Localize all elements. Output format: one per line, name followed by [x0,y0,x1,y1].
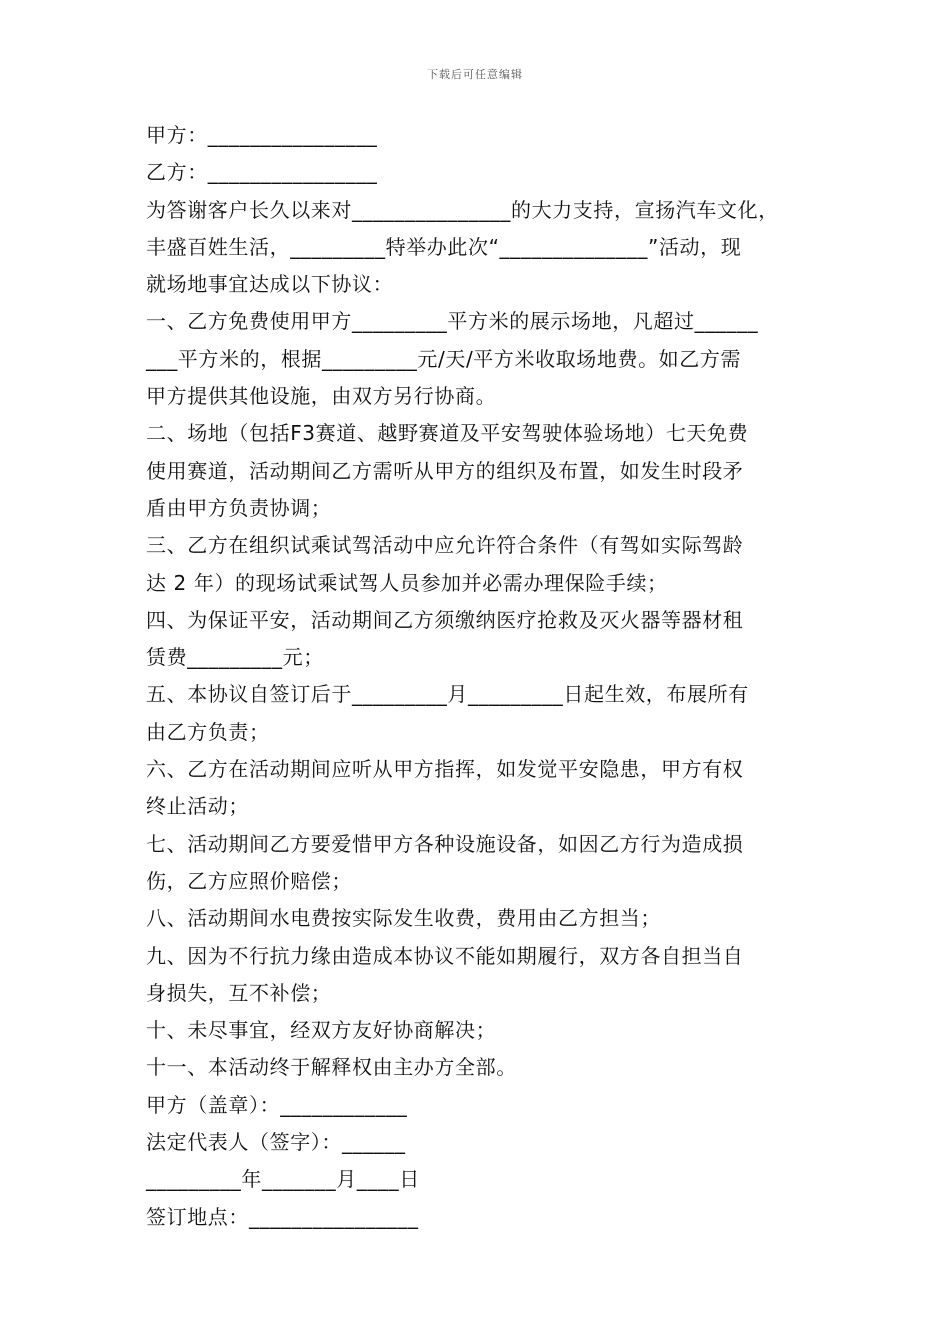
intro-line: 就场地事宜达成以下协议： [146,272,394,297]
party-b-line: 乙方：________________ [146,160,378,185]
contract-body [146,117,816,1236]
clause-3-line: 三、乙方在组织试乘试驾活动中应允许符合条件（有驾如实际驾龄 [146,533,744,558]
clause-10-line: 十、未尽事宜，经双方友好协商解决； [146,1018,497,1043]
clause-9-line: 九、因为不行抗力缘由造成本协议不能如期履行，双方各自担当自 [146,943,744,968]
clause-6-line: 终止活动； [146,794,249,819]
legal-rep-signature-line: 法定代表人（签字）：______ [146,1130,406,1155]
clause-1-line: 甲方提供其他设施，由双方另行协商。 [146,384,497,409]
clause-6-line: 六、乙方在活动期间应听从甲方指挥，如发觉平安隐患，甲方有权 [146,757,744,782]
clause-7-line: 七、活动期间乙方要爱惜甲方各种设施设备，如因乙方行为造成损 [146,831,744,856]
clause-3-line: 达 2 年）的现场试乘试驾人员参加并必需办理保险手续； [146,570,668,595]
clause-2-line: 盾由甲方负责协调； [146,495,332,520]
clause-5-line: 五、本协议自签订后于_________月_________日起生效，布展所有 [146,682,749,707]
clause-1-line: 一、乙方免费使用甲方_________平方米的展示场地，凡超过______ [146,309,759,334]
clause-11-line: 十一、本活动终于解释权由主办方全部。 [146,1055,517,1080]
party-a-line: 甲方：________________ [146,123,378,147]
date-line: _________年_______月____日 [146,1167,420,1192]
intro-line: 为答谢客户长久以来对_______________的大力支持，宣扬汽车文化， [146,197,779,222]
clause-2-line: 二、场地（包括F3赛道、越野赛道及平安驾驶体验场地）七天免费 [146,421,749,446]
clause-1-line: ___平方米的，根据_________元/天/平方米收取场地费。如乙方需 [146,346,742,371]
clause-2-line: 使用赛道，活动期间乙方需听从甲方的组织及布置，如发生时段矛 [146,458,744,483]
clause-8-line: 八、活动期间水电费按实际发生收费，费用由乙方担当； [146,906,661,931]
intro-line: 丰盛百姓生活，_________特举办此次“______________”活动，现 [146,234,742,259]
clause-4-line: 四、为保证平安，活动期间乙方须缴纳医疗抢救及灭火器等器材租 [146,607,744,632]
clause-7-line: 伤，乙方应照价赔偿； [146,868,352,893]
party-a-seal-line: 甲方（盖章）：____________ [146,1092,408,1117]
clause-9-line: 身损失，互不补偿； [146,980,332,1005]
signing-place-line: 签订地点：________________ [146,1204,419,1229]
clause-4-line: 赁费_________元； [146,645,324,670]
clause-5-line: 由乙方负责； [146,719,270,744]
header-note: 下载后可任意编辑 [427,68,523,81]
